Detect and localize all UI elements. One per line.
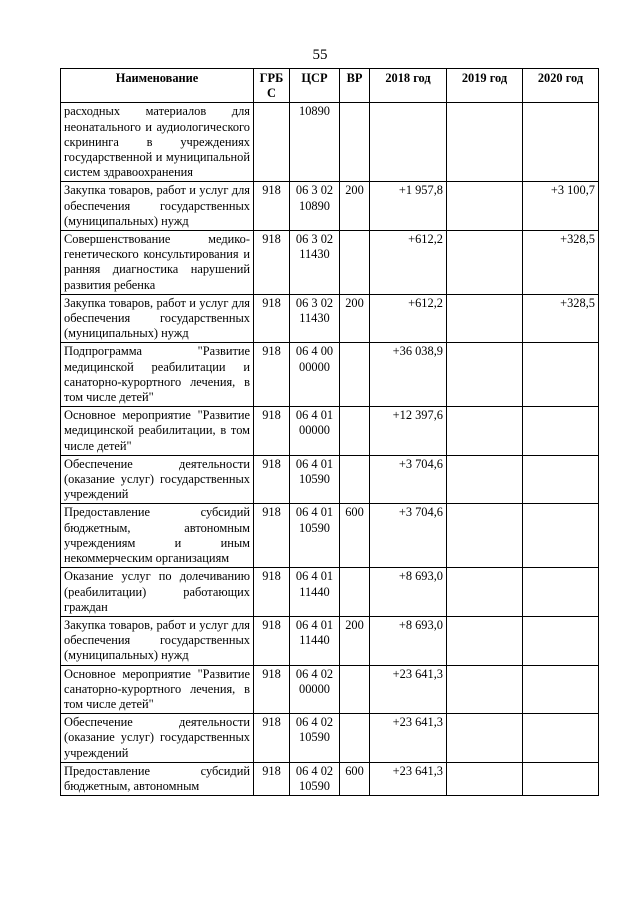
table-body <box>61 103 599 796</box>
cell-2019 <box>447 231 523 295</box>
table-row <box>61 455 599 504</box>
cell-vr <box>340 231 370 295</box>
cell-2020 <box>523 343 599 407</box>
cell-grbs: 918 <box>254 665 290 714</box>
header-2018: 2018 год <box>370 69 447 103</box>
table-row <box>61 343 599 407</box>
cell-name: Предоставление субсидий бюджетным, автономным <box>61 762 254 795</box>
cell-2018: +8 693,0 <box>370 616 447 665</box>
cell-2020 <box>523 407 599 456</box>
cell-vr: 200 <box>340 294 370 343</box>
header-name: Наименование <box>61 69 254 103</box>
cell-name: Основное мероприятие "Развитие санаторно-курортного лечения, в том числе детей" <box>61 665 254 714</box>
table-row <box>61 568 599 617</box>
cell-name: Обеспечение деятельности (оказание услуг) государственных учреждений <box>61 455 254 504</box>
cell-vr <box>340 103 370 182</box>
cell-grbs: 918 <box>254 714 290 763</box>
page-number: 55 <box>312 47 328 63</box>
cell-2019 <box>447 665 523 714</box>
cell-2020 <box>523 455 599 504</box>
cell-name: Закупка товаров, работ и услуг для обеспечения государственных (муниципальных) нужд <box>61 182 254 231</box>
cell-2019 <box>447 407 523 456</box>
cell-csr: 06 4 02 00000 <box>290 665 340 714</box>
table-row <box>61 231 599 295</box>
cell-grbs: 918 <box>254 504 290 568</box>
table-row <box>61 665 599 714</box>
cell-2020 <box>523 103 599 182</box>
cell-2020: +328,5 <box>523 294 599 343</box>
table-row <box>61 504 599 568</box>
cell-2020 <box>523 665 599 714</box>
cell-2018: +23 641,3 <box>370 762 447 795</box>
cell-csr: 06 4 01 00000 <box>290 407 340 456</box>
cell-2020 <box>523 762 599 795</box>
cell-2018: +36 038,9 <box>370 343 447 407</box>
cell-2020 <box>523 568 599 617</box>
cell-csr: 06 3 02 10890 <box>290 182 340 231</box>
cell-vr: 200 <box>340 182 370 231</box>
table-row <box>61 294 599 343</box>
cell-vr <box>340 343 370 407</box>
cell-name: Обеспечение деятельности (оказание услуг) государственных учреждений <box>61 714 254 763</box>
cell-grbs: 918 <box>254 455 290 504</box>
cell-grbs <box>254 103 290 182</box>
cell-2020 <box>523 504 599 568</box>
cell-2019 <box>447 568 523 617</box>
cell-2018: +3 704,6 <box>370 455 447 504</box>
cell-grbs: 918 <box>254 343 290 407</box>
header-grbs: ГРБ С <box>254 69 290 103</box>
cell-csr: 10890 <box>290 103 340 182</box>
budget-table <box>60 68 599 796</box>
cell-2019 <box>447 762 523 795</box>
cell-grbs: 918 <box>254 182 290 231</box>
cell-csr: 06 4 02 10590 <box>290 714 340 763</box>
cell-vr <box>340 407 370 456</box>
header-csr: ЦСР <box>290 69 340 103</box>
cell-grbs: 918 <box>254 407 290 456</box>
cell-csr: 06 4 01 10590 <box>290 455 340 504</box>
cell-csr: 06 3 02 11430 <box>290 294 340 343</box>
cell-2018: +612,2 <box>370 231 447 295</box>
cell-2018: +1 957,8 <box>370 182 447 231</box>
cell-csr: 06 4 02 10590 <box>290 762 340 795</box>
cell-grbs: 918 <box>254 231 290 295</box>
cell-2019 <box>447 343 523 407</box>
header-vr: ВР <box>340 69 370 103</box>
cell-vr: 200 <box>340 616 370 665</box>
cell-csr: 06 4 00 00000 <box>290 343 340 407</box>
cell-vr: 600 <box>340 762 370 795</box>
header-2019: 2019 год <box>447 69 523 103</box>
cell-2019 <box>447 294 523 343</box>
cell-2019 <box>447 455 523 504</box>
table-row <box>61 762 599 795</box>
header-2020: 2020 год <box>523 69 599 103</box>
cell-2018: +23 641,3 <box>370 665 447 714</box>
cell-2020 <box>523 616 599 665</box>
table-row <box>61 407 599 456</box>
cell-csr: 06 4 01 10590 <box>290 504 340 568</box>
table-row <box>61 616 599 665</box>
cell-name: Закупка товаров, работ и услуг для обеспечения государственных (муниципальных) нужд <box>61 294 254 343</box>
cell-2020 <box>523 714 599 763</box>
cell-name: Совершенствование медико-генетического консультирования и ранняя диагностика нарушений развития ребенка <box>61 231 254 295</box>
table-row <box>61 103 599 182</box>
cell-name: Подпрограмма "Развитие медицинской реабилитации и санаторно-курортного лечения, в том числе детей" <box>61 343 254 407</box>
cell-2018: +612,2 <box>370 294 447 343</box>
cell-csr: 06 4 01 11440 <box>290 616 340 665</box>
cell-2020: +3 100,7 <box>523 182 599 231</box>
cell-name: Основное мероприятие "Развитие медицинской реабилитации, в том числе детей" <box>61 407 254 456</box>
cell-name: Оказание услуг по долечиванию (реабилитации) работающих граждан <box>61 568 254 617</box>
cell-2019 <box>447 714 523 763</box>
cell-vr: 600 <box>340 504 370 568</box>
cell-name: Предоставление субсидий бюджетным, автономным учреждениям и иным некоммерческим организациям <box>61 504 254 568</box>
cell-2019 <box>447 103 523 182</box>
cell-2019 <box>447 616 523 665</box>
cell-grbs: 918 <box>254 762 290 795</box>
cell-2019 <box>447 504 523 568</box>
cell-2020: +328,5 <box>523 231 599 295</box>
cell-vr <box>340 455 370 504</box>
cell-vr <box>340 568 370 617</box>
cell-csr: 06 3 02 11430 <box>290 231 340 295</box>
cell-2018: +23 641,3 <box>370 714 447 763</box>
cell-2019 <box>447 182 523 231</box>
cell-name: расходных материалов для неонатального и аудиологического скрининга в учреждениях государственной и муниципальной систем здравоохранения <box>61 103 254 182</box>
cell-2018: +12 397,6 <box>370 407 447 456</box>
cell-vr <box>340 714 370 763</box>
cell-grbs: 918 <box>254 568 290 617</box>
cell-grbs: 918 <box>254 616 290 665</box>
table-header-row <box>61 69 599 103</box>
table-row <box>61 182 599 231</box>
cell-2018 <box>370 103 447 182</box>
cell-2018: +3 704,6 <box>370 504 447 568</box>
table-row <box>61 714 599 763</box>
cell-csr: 06 4 01 11440 <box>290 568 340 617</box>
cell-2018: +8 693,0 <box>370 568 447 617</box>
cell-vr <box>340 665 370 714</box>
cell-name: Закупка товаров, работ и услуг для обеспечения государственных (муниципальных) нужд <box>61 616 254 665</box>
cell-grbs: 918 <box>254 294 290 343</box>
